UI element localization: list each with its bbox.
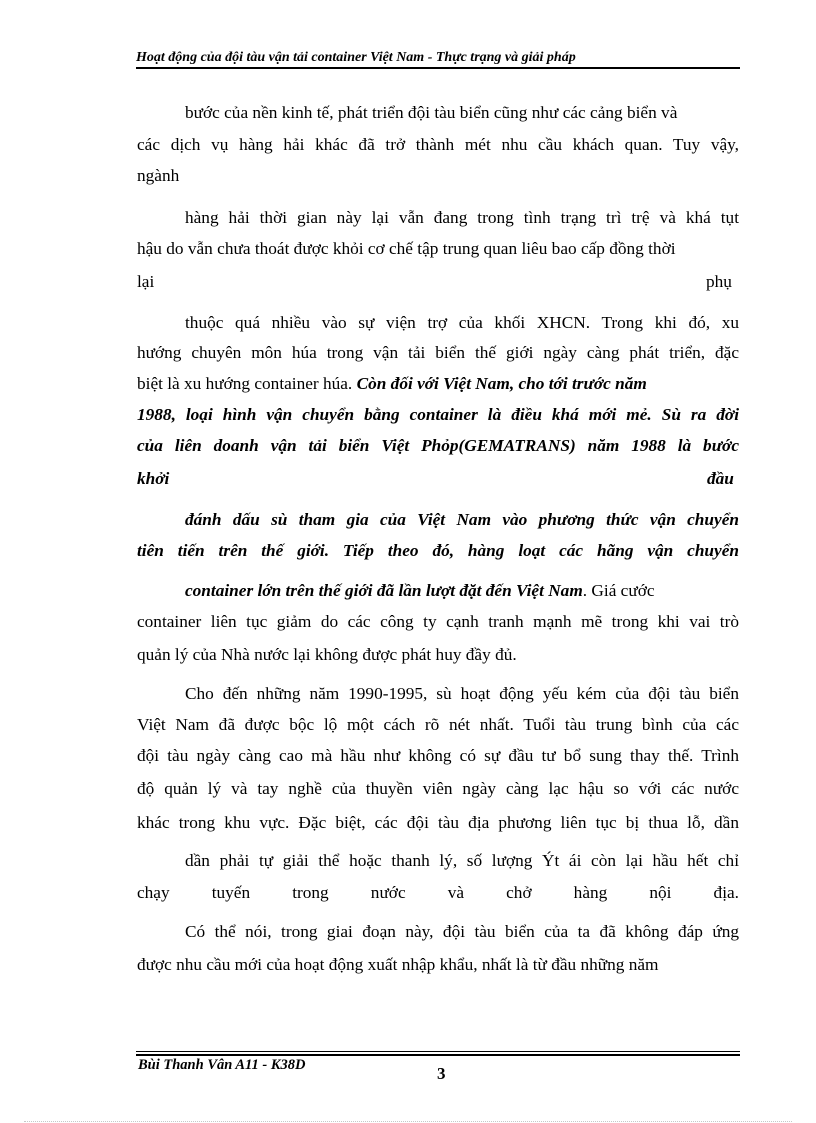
- footer-rule: [136, 1054, 740, 1056]
- text-line: đầu: [707, 469, 734, 488]
- text-line: Việt Nam đã được bộc lộ một cách rõ nét nhất. Tuổi tàu trung bình của các: [137, 715, 739, 734]
- text-line: hàng hải thời gian này lại vẫn đang trong tình trạng trì trệ và khá tụt: [185, 208, 739, 227]
- running-header: Hoạt động của đội tàu vận tải container Việt Nam - Thực trạng và giải pháp: [136, 50, 576, 65]
- text-line: [137, 374, 739, 394]
- text-line: hướng chuyên môn húa trong vận tải biển thế giới ngày càng phát triển, đặc: [137, 343, 739, 362]
- header-rule: [136, 67, 740, 69]
- text-run-bold-italic: Còn đối với Việt Nam, cho tới trước năm: [356, 374, 647, 393]
- text-line: Cho đến những năm 1990-1995, sù hoạt động yếu kém của đội tàu biển: [185, 684, 739, 703]
- text-line: lại: [137, 272, 155, 291]
- footer-author: Bùi Thanh Vân A11 - K38D: [138, 1057, 306, 1073]
- text-line: Có thể nói, trong giai đoạn này, đội tàu biển của ta đã không đáp ứng: [185, 922, 739, 941]
- text-line: độ quản lý và tay nghề của thuyền viên ngày càng lạc hậu so với các nước: [137, 779, 739, 798]
- text-line: khác trong khu vực. Đặc biệt, các đội tàu địa phương liên tục bị thua lỗ, dần: [137, 813, 739, 832]
- text-line: bước của nền kinh tế, phát triển đội tàu biển cũng như các cảng biển và: [185, 103, 678, 122]
- text-line: các dịch vụ hàng hải khác đã trở thành mét nhu cầu khách quan. Tuy vậy,: [137, 135, 739, 154]
- text-line: [185, 581, 739, 601]
- text-line: của liên doanh vận tải biển Việt Phỏp(GEMATRANS) năm 1988 là bước: [137, 436, 739, 455]
- text-line: container liên tục giảm do các công ty cạnh tranh mạnh mẽ trong khi vai trò: [137, 612, 739, 631]
- footer-rule: [136, 1051, 740, 1052]
- page-bottom-border: [24, 1121, 792, 1122]
- text-line: tiên tiến trên thế giới. Tiếp theo đó, hàng loạt các hãng vận chuyển: [137, 541, 739, 560]
- text-run: . Giá cước: [582, 581, 655, 600]
- text-line: 1988, loại hình vận chuyển bằng container là điều khá mới mẻ. Sù ra đời: [137, 405, 739, 424]
- text-line: hậu do vẫn chưa thoát được khỏi cơ chế tập trung quan liêu bao cấp đồng thời: [137, 239, 676, 258]
- text-line: đội tàu ngày càng cao mà hầu như không có sự đầu tư bổ sung thay thế. Trình: [137, 746, 739, 765]
- text-line: chạy tuyến trong nước và chở hàng nội địa.: [137, 883, 739, 902]
- text-line: khởi: [137, 469, 170, 488]
- text-line: quản lý của Nhà nước lại không được phát huy đầy đủ.: [137, 645, 517, 664]
- text-line: được nhu cầu mới của hoạt động xuất nhập khẩu, nhất là từ đầu những năm: [137, 955, 659, 974]
- text-run-bold-italic: container lớn trên thế giới đã lần lượt đặt đến Việt Nam: [185, 581, 583, 600]
- text-line: ngành: [137, 166, 180, 185]
- text-run: biệt là xu hướng container húa.: [137, 374, 357, 393]
- text-line: phụ: [706, 272, 732, 291]
- text-line: dần phải tự giải thể hoặc thanh lý, số lượng Ýt ái còn lại hầu hết chỉ: [185, 851, 739, 870]
- text-line: thuộc quá nhiều vào sự viện trợ của khối XHCN. Trong khi đó, xu: [185, 313, 739, 332]
- text-line: đánh dấu sù tham gia của Việt Nam vào phương thức vận chuyển: [185, 510, 739, 529]
- page-number: 3: [437, 1064, 446, 1083]
